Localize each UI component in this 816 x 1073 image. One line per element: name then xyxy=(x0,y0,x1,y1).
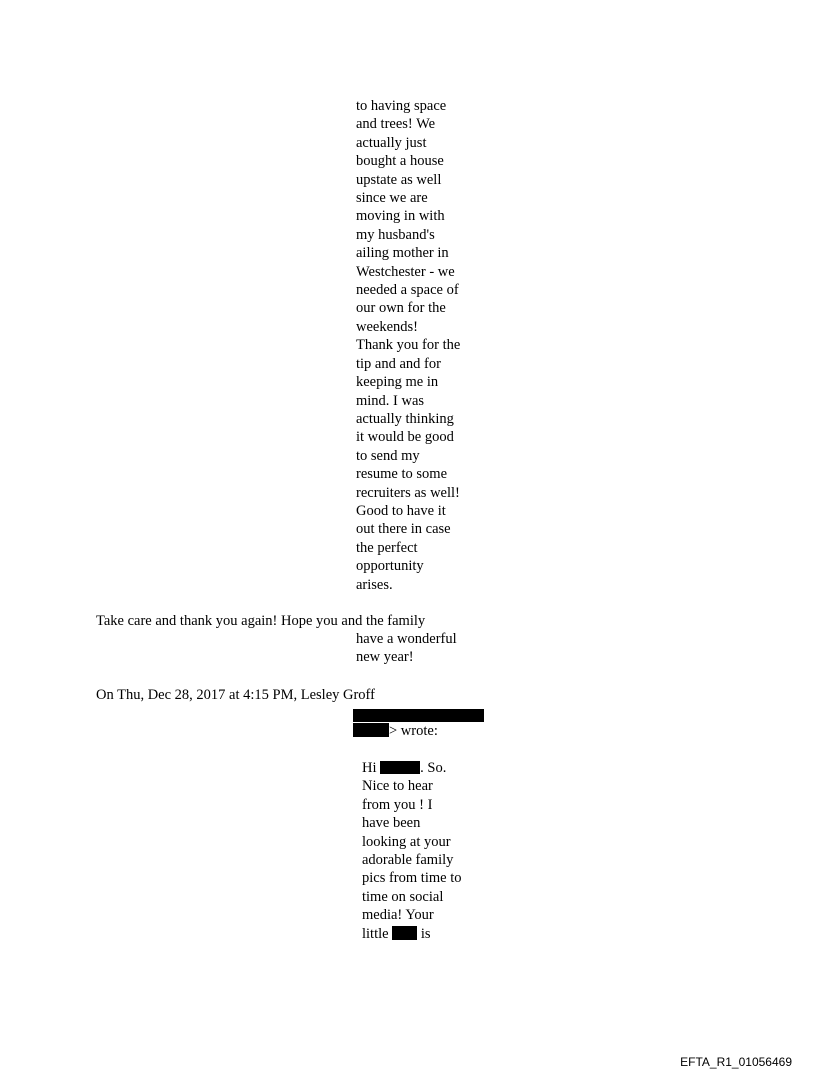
quote-wrote-line xyxy=(353,722,438,740)
quoted-text-line: media! Your xyxy=(362,907,434,924)
reply-text-line: opportunity xyxy=(356,558,424,575)
quoted-text-line: adorable family xyxy=(362,852,454,869)
redaction-bar xyxy=(380,761,420,774)
quoted-message xyxy=(362,759,461,943)
reply-text-line: Westchester - we xyxy=(356,263,455,280)
reply-text-line: it would be good xyxy=(356,429,454,446)
reply-text-line: mind. I was xyxy=(356,392,425,409)
quoted-text-line: looking at your xyxy=(362,833,451,850)
reply-text-line: our own for the xyxy=(356,300,446,317)
reply-text-line: keeping me in xyxy=(356,374,439,391)
quote-header: On Thu, Dec 28, 2017 at 4:15 PM, Lesley Groff xyxy=(96,687,375,703)
quoted-text-line: time on social xyxy=(362,888,444,905)
wrote-label: > wrote: xyxy=(389,723,438,739)
email-reply-column xyxy=(356,97,460,594)
reply-text-line: and trees! We xyxy=(356,116,436,133)
reply-text-line: Good to have it xyxy=(356,502,446,519)
reply-text-line: Thank you for the xyxy=(356,337,461,354)
reply-text-line: recruiters as well! xyxy=(356,484,460,501)
closing-line: Take care and thank you again! Hope you and the family xyxy=(96,613,426,629)
redaction-bar xyxy=(353,723,389,737)
reply-text-line: tip and and for xyxy=(356,355,441,372)
reply-text-line: to send my xyxy=(356,447,420,464)
reply-text-line: bought a house xyxy=(356,153,444,170)
closing-continuation xyxy=(356,630,457,667)
redaction-bar xyxy=(353,709,484,722)
reply-text-line: actually just xyxy=(356,134,427,151)
quoted-text-line: pics from time to xyxy=(362,870,462,887)
reply-text-line: out there in case xyxy=(356,521,451,538)
reply-text-line: arises. xyxy=(356,576,393,593)
reply-text-line: to having space xyxy=(356,98,447,114)
reply-text-line: resume to some xyxy=(356,466,448,483)
quoted-text-line: Nice to hear xyxy=(362,778,433,795)
closing-text-line: new year! xyxy=(356,649,414,666)
reply-text-line: upstate as well xyxy=(356,171,442,188)
quoted-last-line: little is xyxy=(362,925,431,942)
reply-text-line: actually thinking xyxy=(356,410,454,427)
reply-text-line: my husband's xyxy=(356,226,435,243)
reply-text-line: the perfect xyxy=(356,539,418,556)
redaction-bar xyxy=(392,926,417,940)
closing-text-line: have a wonderful xyxy=(356,631,457,647)
quoted-greeting: Hi . So. xyxy=(362,760,447,776)
quoted-text-line: have been xyxy=(362,815,421,832)
reply-text-line: weekends! xyxy=(356,318,419,335)
reply-text-line: moving in with xyxy=(356,208,445,225)
document-id: EFTA_R1_01056469 xyxy=(680,1055,792,1069)
reply-text-line: since we are xyxy=(356,190,428,207)
reply-text-line: ailing mother in xyxy=(356,245,449,262)
reply-text-line: needed a space of xyxy=(356,282,459,299)
quoted-text-line: from you ! I xyxy=(362,796,433,813)
